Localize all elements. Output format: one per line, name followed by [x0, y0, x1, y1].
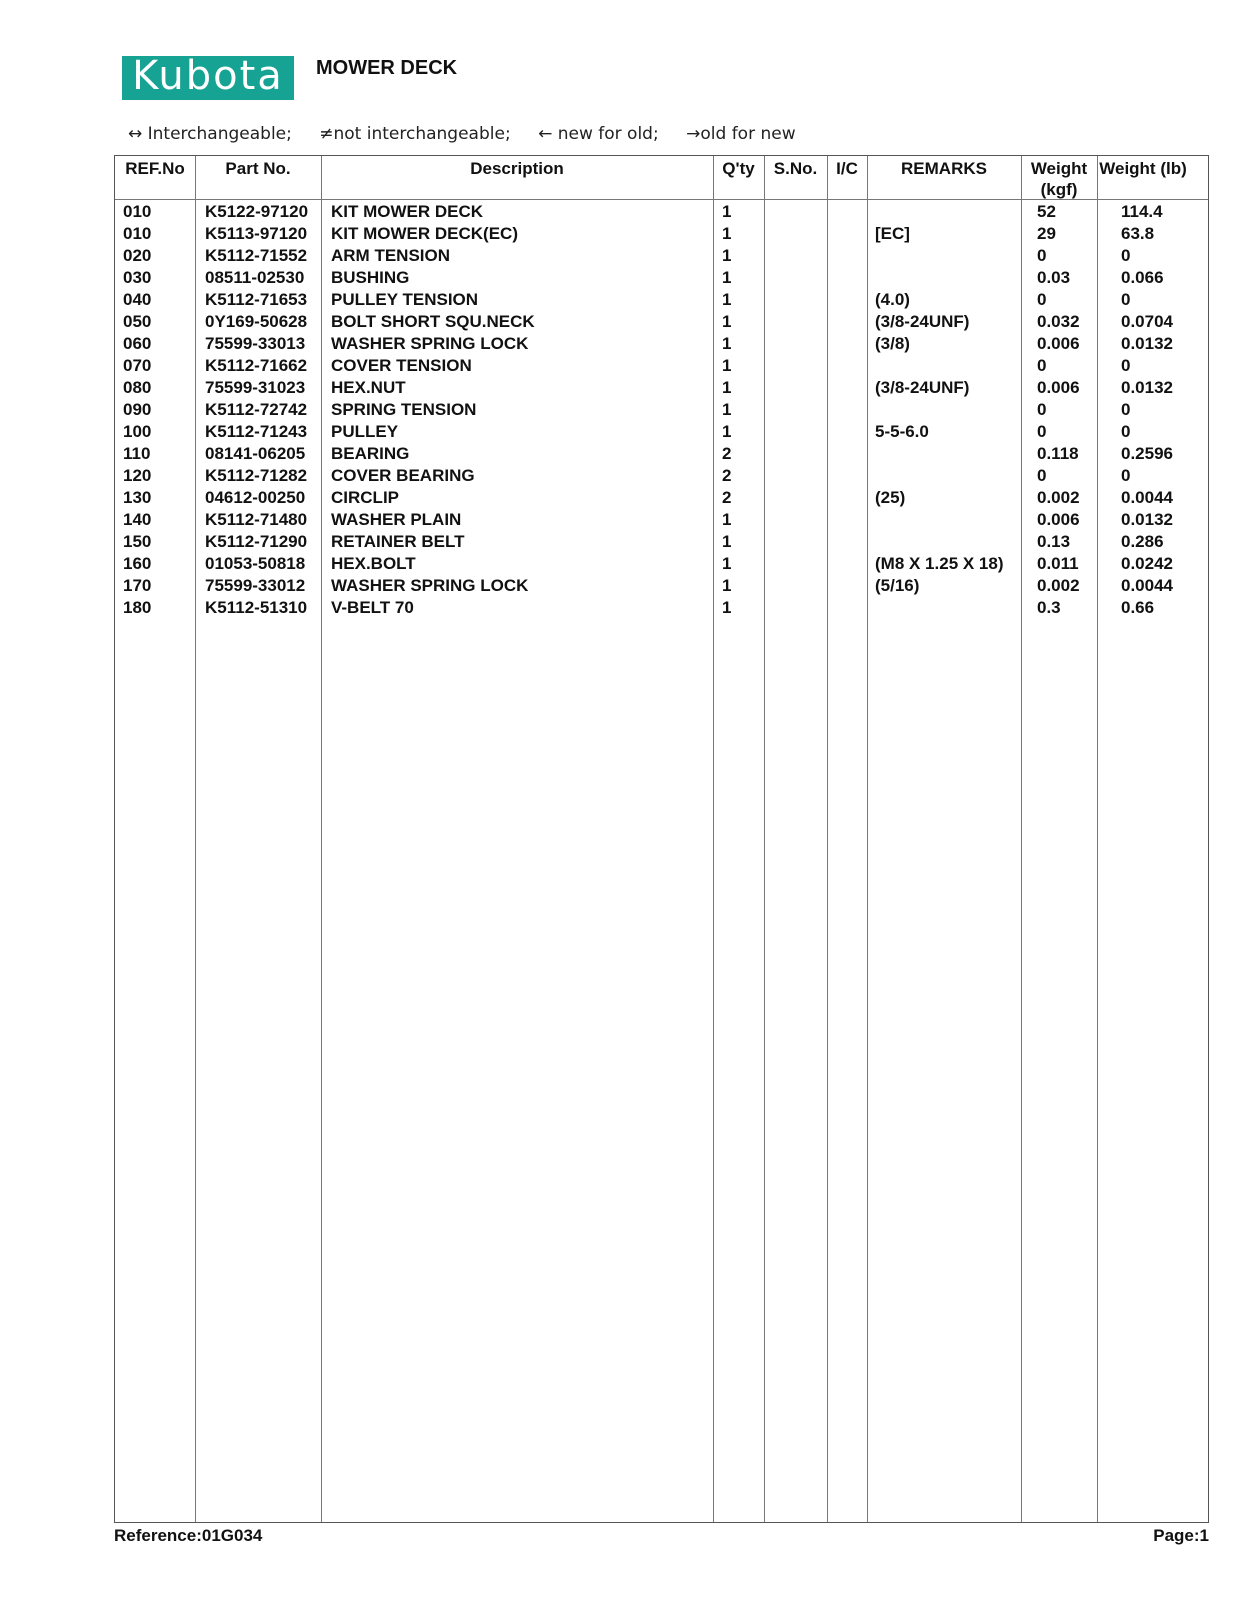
table-row — [115, 487, 1208, 509]
cell-part: K5112-51310 — [205, 598, 308, 617]
cell-wlb: 0.286 — [1121, 532, 1164, 551]
cell-wlb: 0.2596 — [1121, 444, 1173, 463]
cell-ref: 160 — [123, 554, 152, 573]
cell-wkgf: 0 — [1037, 400, 1047, 419]
cell-part: K5112-71282 — [205, 466, 308, 485]
cell-wlb: 0 — [1121, 400, 1131, 419]
header-description: Description — [470, 159, 564, 178]
cell-remarks: (25) — [875, 488, 906, 507]
cell-desc: ARM TENSION — [331, 246, 450, 265]
cell-desc: SPRING TENSION — [331, 400, 477, 419]
cell-remarks: [EC] — [875, 224, 910, 243]
reference-code: Reference:01G034 — [114, 1526, 263, 1545]
cell-wkgf: 0 — [1037, 356, 1047, 375]
kubota-logo-text: Kubota — [132, 53, 284, 99]
cell-wkgf: 0 — [1037, 290, 1047, 309]
header-qty: Q'ty — [722, 159, 755, 178]
cell-wlb: 0 — [1121, 466, 1131, 485]
cell-wkgf: 29 — [1037, 224, 1056, 243]
cell-wlb: 0 — [1121, 246, 1131, 265]
cell-part: 75599-31023 — [205, 378, 306, 397]
table-row — [115, 311, 1208, 333]
cell-qty: 1 — [722, 510, 732, 529]
cell-qty: 2 — [722, 466, 732, 485]
table-row — [115, 531, 1208, 553]
cell-ref: 100 — [123, 422, 152, 441]
cell-part: K5112-71653 — [205, 290, 308, 309]
table-row — [115, 267, 1208, 289]
page-title: MOWER DECK — [316, 57, 458, 79]
legend-interchangeable: ↔ Interchangeable; — [128, 124, 292, 144]
cell-desc: BEARING — [331, 444, 410, 463]
table-row — [115, 509, 1208, 531]
table-row — [115, 223, 1208, 245]
cell-part: 01053-50818 — [205, 554, 306, 573]
cell-qty: 1 — [722, 246, 732, 265]
cell-desc: HEX.BOLT — [331, 554, 416, 573]
cell-ref: 060 — [123, 334, 152, 353]
cell-desc: WASHER SPRING LOCK — [331, 334, 529, 353]
cell-ref: 110 — [123, 444, 151, 463]
legend-new-for-old: ← new for old; — [538, 124, 659, 144]
cell-wkgf: 0.002 — [1037, 488, 1080, 507]
cell-desc: CIRCLIP — [331, 488, 399, 507]
cell-remarks: (3/8) — [875, 334, 910, 353]
cell-wkgf: 0.3 — [1037, 598, 1061, 617]
table-row — [115, 377, 1208, 399]
table-row — [115, 399, 1208, 421]
cell-ref: 180 — [123, 598, 152, 617]
header-ref-no: REF.No — [125, 159, 185, 178]
cell-part: K5112-71243 — [205, 422, 308, 441]
cell-remarks: (M8 X 1.25 X 18) — [875, 554, 1004, 573]
cell-wlb: 0 — [1121, 422, 1131, 441]
cell-wlb: 0.066 — [1121, 268, 1164, 287]
table-row — [115, 553, 1208, 575]
cell-wlb: 0.66 — [1121, 598, 1155, 617]
cell-wkgf: 52 — [1037, 202, 1056, 221]
cell-remarks: (3/8-24UNF) — [875, 312, 970, 331]
table-row — [115, 443, 1208, 465]
cell-qty: 1 — [722, 400, 732, 419]
cell-qty: 1 — [722, 598, 732, 617]
cell-wkgf: 0.011 — [1037, 554, 1079, 573]
cell-wlb: 114.4 — [1121, 202, 1163, 221]
cell-wlb: 0.0704 — [1121, 312, 1173, 331]
cell-wlb: 63.8 — [1121, 224, 1155, 243]
cell-wkgf: 0.006 — [1037, 334, 1080, 353]
cell-part: 04612-00250 — [205, 488, 306, 507]
cell-qty: 1 — [722, 224, 732, 243]
cell-part: K5112-71662 — [205, 356, 308, 375]
cell-wlb: 0.0132 — [1121, 334, 1173, 353]
cell-desc: COVER BEARING — [331, 466, 475, 485]
cell-ref: 010 — [123, 202, 152, 221]
cell-ref: 130 — [123, 488, 152, 507]
cell-wkgf: 0.03 — [1037, 268, 1071, 287]
table-row — [115, 465, 1208, 487]
cell-qty: 1 — [722, 422, 732, 441]
cell-remarks: (4.0) — [875, 290, 910, 309]
cell-wkgf: 0.006 — [1037, 378, 1080, 397]
cell-qty: 1 — [722, 378, 732, 397]
table-row — [115, 597, 1208, 619]
cell-wkgf: 0 — [1037, 422, 1047, 441]
cell-ref: 020 — [123, 246, 152, 265]
table-row — [115, 245, 1208, 267]
cell-ref: 050 — [123, 312, 152, 331]
cell-ref: 120 — [123, 466, 152, 485]
page-number: Page:1 — [1153, 1526, 1209, 1545]
legend-not-interchangeable: ≠not interchangeable; — [319, 124, 511, 144]
cell-wlb: 0.0044 — [1121, 488, 1173, 507]
cell-wkgf: 0 — [1037, 466, 1047, 485]
cell-wlb: 0 — [1121, 356, 1131, 375]
cell-desc: KIT MOWER DECK(EC) — [331, 224, 518, 243]
cell-wlb: 0.0132 — [1121, 378, 1173, 397]
header-remarks: REMARKS — [901, 159, 987, 178]
cell-desc: PULLEY TENSION — [331, 290, 479, 309]
cell-wlb: 0.0242 — [1121, 554, 1173, 573]
cell-wkgf: 0.032 — [1037, 312, 1080, 331]
header-serial-no: S.No. — [773, 159, 818, 178]
cell-ref: 040 — [123, 290, 152, 309]
cell-desc: PULLEY — [331, 422, 399, 441]
cell-wkgf: 0.002 — [1037, 576, 1080, 595]
cell-desc: KIT MOWER DECK — [331, 202, 484, 221]
table-row — [115, 355, 1208, 377]
cell-ref: 170 — [123, 576, 152, 595]
cell-desc: WASHER PLAIN — [331, 510, 462, 529]
cell-part: 08141-06205 — [205, 444, 306, 463]
interchangeability-legend — [128, 124, 818, 144]
cell-wlb: 0.0044 — [1121, 576, 1173, 595]
cell-part: K5112-71290 — [205, 532, 308, 551]
parts-rows — [115, 201, 1208, 619]
cell-desc: WASHER SPRING LOCK — [331, 576, 529, 595]
cell-part: 08511-02530 — [205, 268, 305, 287]
table-row — [115, 421, 1208, 443]
cell-ref: 090 — [123, 400, 152, 419]
cell-qty: 1 — [722, 532, 732, 551]
header-weight-lb: Weight (lb) — [1099, 159, 1187, 178]
cell-qty: 1 — [722, 290, 732, 309]
cell-ref: 010 — [123, 224, 152, 243]
cell-wlb: 0 — [1121, 290, 1131, 309]
cell-ref: 080 — [123, 378, 152, 397]
cell-ref: 070 — [123, 356, 152, 375]
cell-qty: 1 — [722, 334, 732, 353]
cell-ref: 030 — [123, 268, 152, 287]
cell-part: K5112-71480 — [205, 510, 308, 529]
header-part-no: Part No. — [225, 159, 291, 178]
cell-qty: 1 — [722, 576, 732, 595]
cell-part: K5112-72742 — [205, 400, 308, 419]
kubota-logo — [122, 53, 294, 100]
cell-wkgf: 0.118 — [1037, 444, 1079, 463]
cell-desc: BUSHING — [331, 268, 410, 287]
legend-old-for-new: →old for new — [686, 124, 796, 144]
cell-qty: 2 — [722, 444, 732, 463]
cell-wlb: 0.0132 — [1121, 510, 1173, 529]
cell-ref: 140 — [123, 510, 152, 529]
table-row — [115, 333, 1208, 355]
cell-remarks: (5/16) — [875, 576, 920, 595]
cell-qty: 1 — [722, 268, 732, 287]
cell-wkgf: 0.006 — [1037, 510, 1080, 529]
cell-part: K5112-71552 — [205, 246, 308, 265]
parts-table — [114, 155, 1209, 1523]
cell-qty: 1 — [722, 202, 732, 221]
cell-desc: COVER TENSION — [331, 356, 472, 375]
cell-part: K5122-97120 — [205, 202, 309, 221]
cell-part: 75599-33013 — [205, 334, 306, 353]
cell-desc: BOLT SHORT SQU.NECK — [331, 312, 535, 331]
table-row — [115, 575, 1208, 597]
header-ic: I/C — [836, 159, 858, 178]
cell-wkgf: 0.13 — [1037, 532, 1071, 551]
cell-wkgf: 0 — [1037, 246, 1047, 265]
cell-qty: 1 — [722, 356, 732, 375]
cell-qty: 1 — [722, 312, 732, 331]
cell-remarks: 5-5-6.0 — [875, 422, 929, 441]
table-row — [115, 289, 1208, 311]
cell-desc: HEX.NUT — [331, 378, 406, 397]
table-row — [115, 201, 1208, 223]
cell-part: 75599-33012 — [205, 576, 306, 595]
cell-part: 0Y169-50628 — [205, 312, 308, 331]
cell-qty: 2 — [722, 488, 732, 507]
cell-desc: RETAINER BELT — [331, 532, 465, 551]
header-weight-kgf: Weight (kgf) — [1030, 159, 1088, 199]
cell-part: K5113-97120 — [205, 224, 308, 243]
cell-qty: 1 — [722, 554, 732, 573]
cell-ref: 150 — [123, 532, 152, 551]
cell-desc: V-BELT 70 — [331, 598, 414, 617]
cell-remarks: (3/8-24UNF) — [875, 378, 970, 397]
